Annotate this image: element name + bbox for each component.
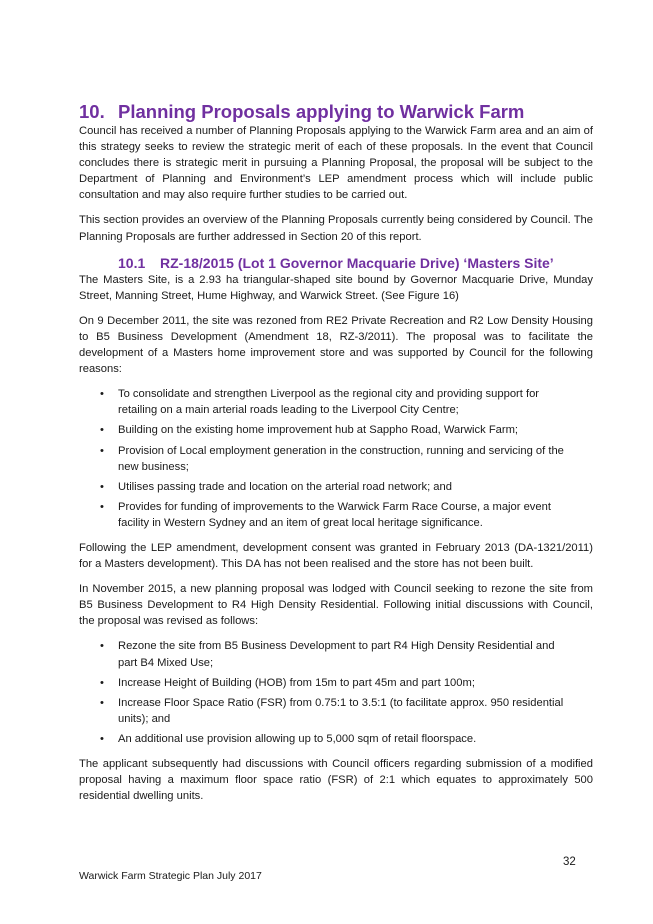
bullet-icon: • xyxy=(100,676,104,689)
subsection-paragraph: The applicant subsequently had discussions with Council officers regarding submission of a modified proposal having a maximum floor space ratio (FSR) of 2:1 which equates to approximately 500 residential dwelling units. xyxy=(79,758,593,803)
subsection-title: RZ-18/2015 (Lot 1 Governor Macquarie Drive) ‘Masters Site’ xyxy=(160,254,554,271)
list-item-text: Utilises passing trade and location on the arterial road network; and xyxy=(118,480,452,493)
subsection-heading xyxy=(79,254,593,272)
section-paragraph: Council has received a number of Planning Proposals applying to the Warwick Farm area and an aim of this strategy seeks to review the strategic merit of each of these proposals. In the event that Council concludes there is strategic merit in pursuing a Planning Proposal, the proposal will be subject to the Department of Planning and Environment’s LEP amendment process which will include public consultation and may also require further studies to be carried out. xyxy=(79,125,593,202)
list-item-text: Provision of Local employment generation in the construction, running and servicing of the new business; xyxy=(118,444,564,473)
subsection-number: 10.1 xyxy=(118,254,146,271)
page-footer: Warwick Farm Strategic Plan July 2017 xyxy=(79,870,262,882)
bullet-icon: • xyxy=(100,480,104,493)
list-item-text: Increase Height of Building (HOB) from 15m to part 45m and part 100m; xyxy=(118,676,475,689)
reasons-list xyxy=(79,386,593,531)
revisions-list xyxy=(79,638,593,747)
list-item-text: To consolidate and strengthen Liverpool as the regional city and providing support for retailing on a main arterial roads leading to the Liverpool City Centre; xyxy=(118,388,540,417)
list-item-text: Increase Floor Space Ratio (FSR) from 0.75:1 to 3.5:1 (to facilitate approx. 950 residential units); and xyxy=(118,696,564,725)
bullet-icon: • xyxy=(100,500,104,513)
list-item xyxy=(79,638,593,670)
bullet-icon: • xyxy=(100,732,104,745)
section-number: 10. xyxy=(79,101,105,122)
bullet-icon: • xyxy=(100,424,104,437)
subsection-paragraph: The Masters Site, is a 2.93 ha triangular-shaped site bound by Governor Macquarie Drive, Munday Street, Manning Street, Hume Highway, and Warwick Street. (See Figure 16) xyxy=(79,273,593,302)
section-heading xyxy=(79,101,593,123)
list-item xyxy=(79,499,593,531)
list-item xyxy=(79,443,593,475)
section-paragraph: This section provides an overview of the Planning Proposals currently being considered by Council. The Planning Proposals are further addressed in Section 20 of this report. xyxy=(79,214,593,243)
list-item xyxy=(79,695,593,727)
bullet-icon: • xyxy=(100,696,104,709)
list-item xyxy=(79,731,593,747)
section-title: Planning Proposals applying to Warwick Farm xyxy=(118,101,525,122)
list-item-text: Rezone the site from B5 Business Development to part R4 High Density Residential and part B4 Mixed Use; xyxy=(118,640,555,669)
subsection-paragraph: On 9 December 2011, the site was rezoned from RE2 Private Recreation and R2 Low Density Housing to B5 Business Development (Amendment 18, RZ-3/2011). The proposal was to facilitate the development of a Masters home improvement store and was supported by Council for the following reasons: xyxy=(79,314,593,376)
list-item-text: An additional use provision allowing up to 5,000 sqm of retail floorspace. xyxy=(118,732,477,745)
page-body xyxy=(79,101,593,813)
list-item xyxy=(79,386,593,418)
list-item xyxy=(79,675,593,691)
list-item xyxy=(79,479,593,495)
subsection-paragraph: Following the LEP amendment, development consent was granted in February 2013 (DA-1321/2011) for a Masters development). This DA has not been realised and the store has not been built. xyxy=(79,541,593,571)
list-item xyxy=(79,422,593,438)
subsection-paragraph: In November 2015, a new planning proposal was lodged with Council seeking to rezone the site from B5 Business Development to R4 High Density Residential. Following initial discussions with Council, the proposal was revised as follows: xyxy=(79,583,593,628)
list-item-text: Provides for funding of improvements to the Warwick Farm Race Course, a major event facility in Western Sydney and an item of great local heritage significance. xyxy=(118,500,551,529)
bullet-icon: • xyxy=(100,388,104,401)
bullet-icon: • xyxy=(100,444,104,457)
bullet-icon: • xyxy=(100,640,104,653)
list-item-text: Building on the existing home improvement hub at Sappho Road, Warwick Farm; xyxy=(118,424,519,437)
page-number: 32 xyxy=(563,856,576,868)
